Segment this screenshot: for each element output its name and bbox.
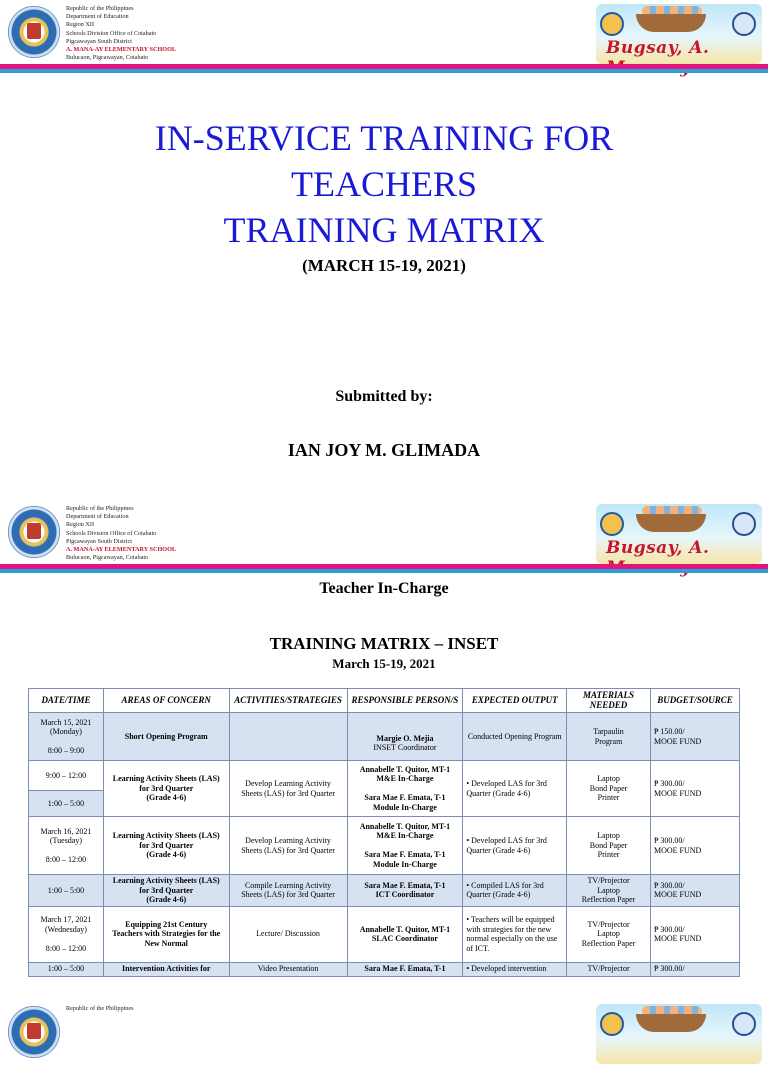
- column-header: MATERIALS NEEDED: [567, 689, 651, 713]
- cell-date: March 16, 2021 (Tuesday) 8:00 – 12:00: [29, 817, 104, 875]
- cell-materials: Laptop Bond Paper Printer: [567, 817, 651, 875]
- cell-activity: Video Presentation: [229, 962, 347, 976]
- column-header: EXPECTED OUTPUT: [463, 689, 567, 713]
- cell-output: • Compiled LAS for 3rd Quarter (Grade 4-6): [463, 875, 567, 907]
- column-header: BUDGET/SOURCE: [650, 689, 739, 713]
- cell-budget: ₱ 300.00/ MOOE FUND: [650, 875, 739, 907]
- cell-area: Equipping 21st Century Teachers with Strategies for the New Normal: [103, 906, 229, 962]
- brand-banner: [596, 1004, 762, 1064]
- letterhead-line: Department of Education: [66, 13, 129, 21]
- letterhead-line: Pigcawayan South District: [66, 537, 132, 545]
- letterhead-line: Pigcawayan South District: [66, 37, 132, 45]
- table-row: [29, 906, 740, 962]
- cell-person: [347, 713, 463, 761]
- cell-materials: Laptop Bond Paper Printer: [567, 761, 651, 817]
- cell-person: Annabelle T. Quitor, MT-1 SLAC Coordinator: [347, 906, 463, 962]
- cell-date: 1:00 – 5:00: [29, 875, 104, 907]
- column-header: AREAS OF CONCERN: [103, 689, 229, 713]
- submitter-name: IAN JOY M. GLIMADA: [287, 440, 481, 460]
- boat-illustration-icon: [636, 1014, 706, 1032]
- cell-materials: Tarpaulin Program: [567, 713, 651, 761]
- brand-text: Bugsay, A.: [606, 538, 710, 558]
- school-logo-icon: [600, 512, 624, 536]
- cell-activity: Compile Learning Activity Sheets (LAS) for 3rd Quarter: [229, 875, 347, 907]
- school-name: A. MANA-AY ELEMENTARY SCHOOL: [66, 546, 177, 554]
- cell-date: March 15, 2021 (Monday) 8:00 – 9:00: [29, 713, 104, 761]
- letterhead-line: Republic of the Philippines: [66, 505, 134, 512]
- letterhead-line: Schools Division Office of Cotabato: [66, 529, 157, 537]
- header-stripe: [0, 564, 768, 574]
- brand-text: Bugsay, A.: [606, 38, 710, 58]
- cell-budget: ₱ 300.00/: [650, 962, 739, 976]
- boat-illustration-icon: [636, 514, 706, 532]
- cell-date: 9:00 – 12:00: [29, 761, 104, 791]
- letterhead-line: Region XII: [66, 21, 95, 29]
- cell-area: Short Opening Program: [103, 713, 229, 761]
- cell-activity: Lecture/ Discussion: [229, 906, 347, 962]
- cell-output: Conducted Opening Program: [463, 713, 567, 761]
- deped-logo-icon: [732, 1012, 756, 1036]
- cell-activity: Develop Learning Activity Sheets (LAS) for 3rd Quarter: [229, 761, 347, 817]
- school-address: Bulucaon, Pigcawayan, Cotabato: [66, 554, 149, 562]
- table-row: [29, 817, 740, 875]
- cell-output: • Developed intervention: [463, 962, 567, 976]
- header-stripe: [0, 64, 768, 74]
- cell-date: 1:00 – 5:00: [29, 791, 104, 817]
- cell-area: Learning Activity Sheets (LAS) for 3rd Quarter (Grade 4-6): [103, 761, 229, 817]
- cell-output: • Developed LAS for 3rd Quarter (Grade 4-6): [463, 761, 567, 817]
- letterhead-top: [0, 0, 768, 80]
- school-seal-icon: [8, 6, 60, 58]
- cover-dates: (MARCH 15-19, 2021): [302, 256, 466, 275]
- cell-activity: [229, 713, 347, 761]
- cell-person: Sara Mae F. Emata, T-1: [347, 962, 463, 976]
- table-row: [29, 962, 740, 976]
- cell-date: 1:00 – 5:00: [29, 962, 104, 976]
- cell-output: • Developed LAS for 3rd Quarter (Grade 4-6): [463, 817, 567, 875]
- matrix-heading: TRAINING MATRIX – INSET: [269, 634, 499, 653]
- column-header: ACTIVITIES/STRATEGIES: [229, 689, 347, 713]
- column-header: RESPONSIBLE PERSON/S: [347, 689, 463, 713]
- cover-title-line2: TEACHERS: [290, 164, 477, 204]
- submitted-by-label: Submitted by:: [335, 388, 433, 405]
- school-seal-icon: [8, 506, 60, 558]
- cell-budget: ₱ 300.00/ MOOE FUND: [650, 761, 739, 817]
- cell-materials: TV/Projector: [567, 962, 651, 976]
- letterhead-middle: [0, 500, 768, 580]
- letterhead-text: [66, 1005, 134, 1013]
- school-seal-icon: [8, 1006, 60, 1058]
- letterhead-line: Region XII: [66, 521, 95, 529]
- letterhead-line: Department of Education: [66, 513, 129, 521]
- letterhead-line: Republic of the Philippines: [66, 1005, 134, 1012]
- cell-activity: Develop Learning Activity Sheets (LAS) for 3rd Quarter: [229, 817, 347, 875]
- cover-title-line1: IN-SERVICE TRAINING FOR: [154, 118, 614, 158]
- school-logo-icon: [600, 12, 624, 36]
- cell-area: Learning Activity Sheets (LAS) for 3rd Quarter (Grade 4-6): [103, 817, 229, 875]
- column-header: DATE/TIME: [29, 689, 104, 713]
- letterhead-text: [66, 5, 176, 62]
- letterhead-line: Schools Division Office of Cotabato: [66, 29, 157, 37]
- cell-budget: ₱ 300.00/ MOOE FUND: [650, 817, 739, 875]
- table-row: [29, 761, 740, 791]
- boat-illustration-icon: [636, 14, 706, 32]
- cell-person: Annabelle T. Quitor, MT-1 M&E In-Charge Sara Mae F. Emata, T-1 Module In-Charge: [347, 761, 463, 817]
- cell-person: Annabelle T. Quitor, MT-1 M&E In-Charge Sara Mae F. Emata, T-1 Module In-Charge: [347, 817, 463, 875]
- school-address: Bulucaon, Pigcawayan, Cotabato: [66, 54, 149, 62]
- table-row: [29, 713, 740, 761]
- cell-materials: TV/Projector Laptop Reflection Paper: [567, 906, 651, 962]
- cell-area: Intervention Activities for: [103, 962, 229, 976]
- cell-area: Learning Activity Sheets (LAS) for 3rd Quarter (Grade 4-6): [103, 875, 229, 907]
- cell-budget: ₱ 300.00/ MOOE FUND: [650, 906, 739, 962]
- school-name: A. MANA-AY ELEMENTARY SCHOOL: [66, 46, 177, 54]
- cell-person: Sara Mae F. Emata, T-1 ICT Coordinator: [347, 875, 463, 907]
- brand-banner: [596, 4, 762, 64]
- table-header-row: [29, 689, 740, 713]
- letterhead-text: [66, 505, 176, 562]
- deped-logo-icon: [732, 512, 756, 536]
- training-matrix-table: [28, 688, 740, 977]
- cell-budget: ₱ 150.00/ MOOE FUND: [650, 713, 739, 761]
- cell-output: • Teachers will be equipped with strategies for the new normal especially on the use of ICT.: [463, 906, 567, 962]
- cover-title-line3: TRAINING MATRIX: [223, 210, 545, 250]
- person-name: Margie O. Mejia: [376, 733, 434, 743]
- brand-banner: [596, 504, 762, 564]
- letterhead-line: Republic of the Philippines: [66, 5, 134, 12]
- table-row: [29, 875, 740, 907]
- cell-materials: TV/Projector Laptop Reflection Paper: [567, 875, 651, 907]
- matrix-dates: March 15-19, 2021: [332, 656, 436, 671]
- submitter-role: Teacher In-Charge: [319, 580, 449, 597]
- deped-logo-icon: [732, 12, 756, 36]
- school-logo-icon: [600, 1012, 624, 1036]
- cell-date: March 17, 2021 (Wednesday) 8:00 – 12:00: [29, 906, 104, 962]
- person-role: INSET Coordinator: [373, 743, 437, 752]
- letterhead-bottom: [0, 1000, 768, 1080]
